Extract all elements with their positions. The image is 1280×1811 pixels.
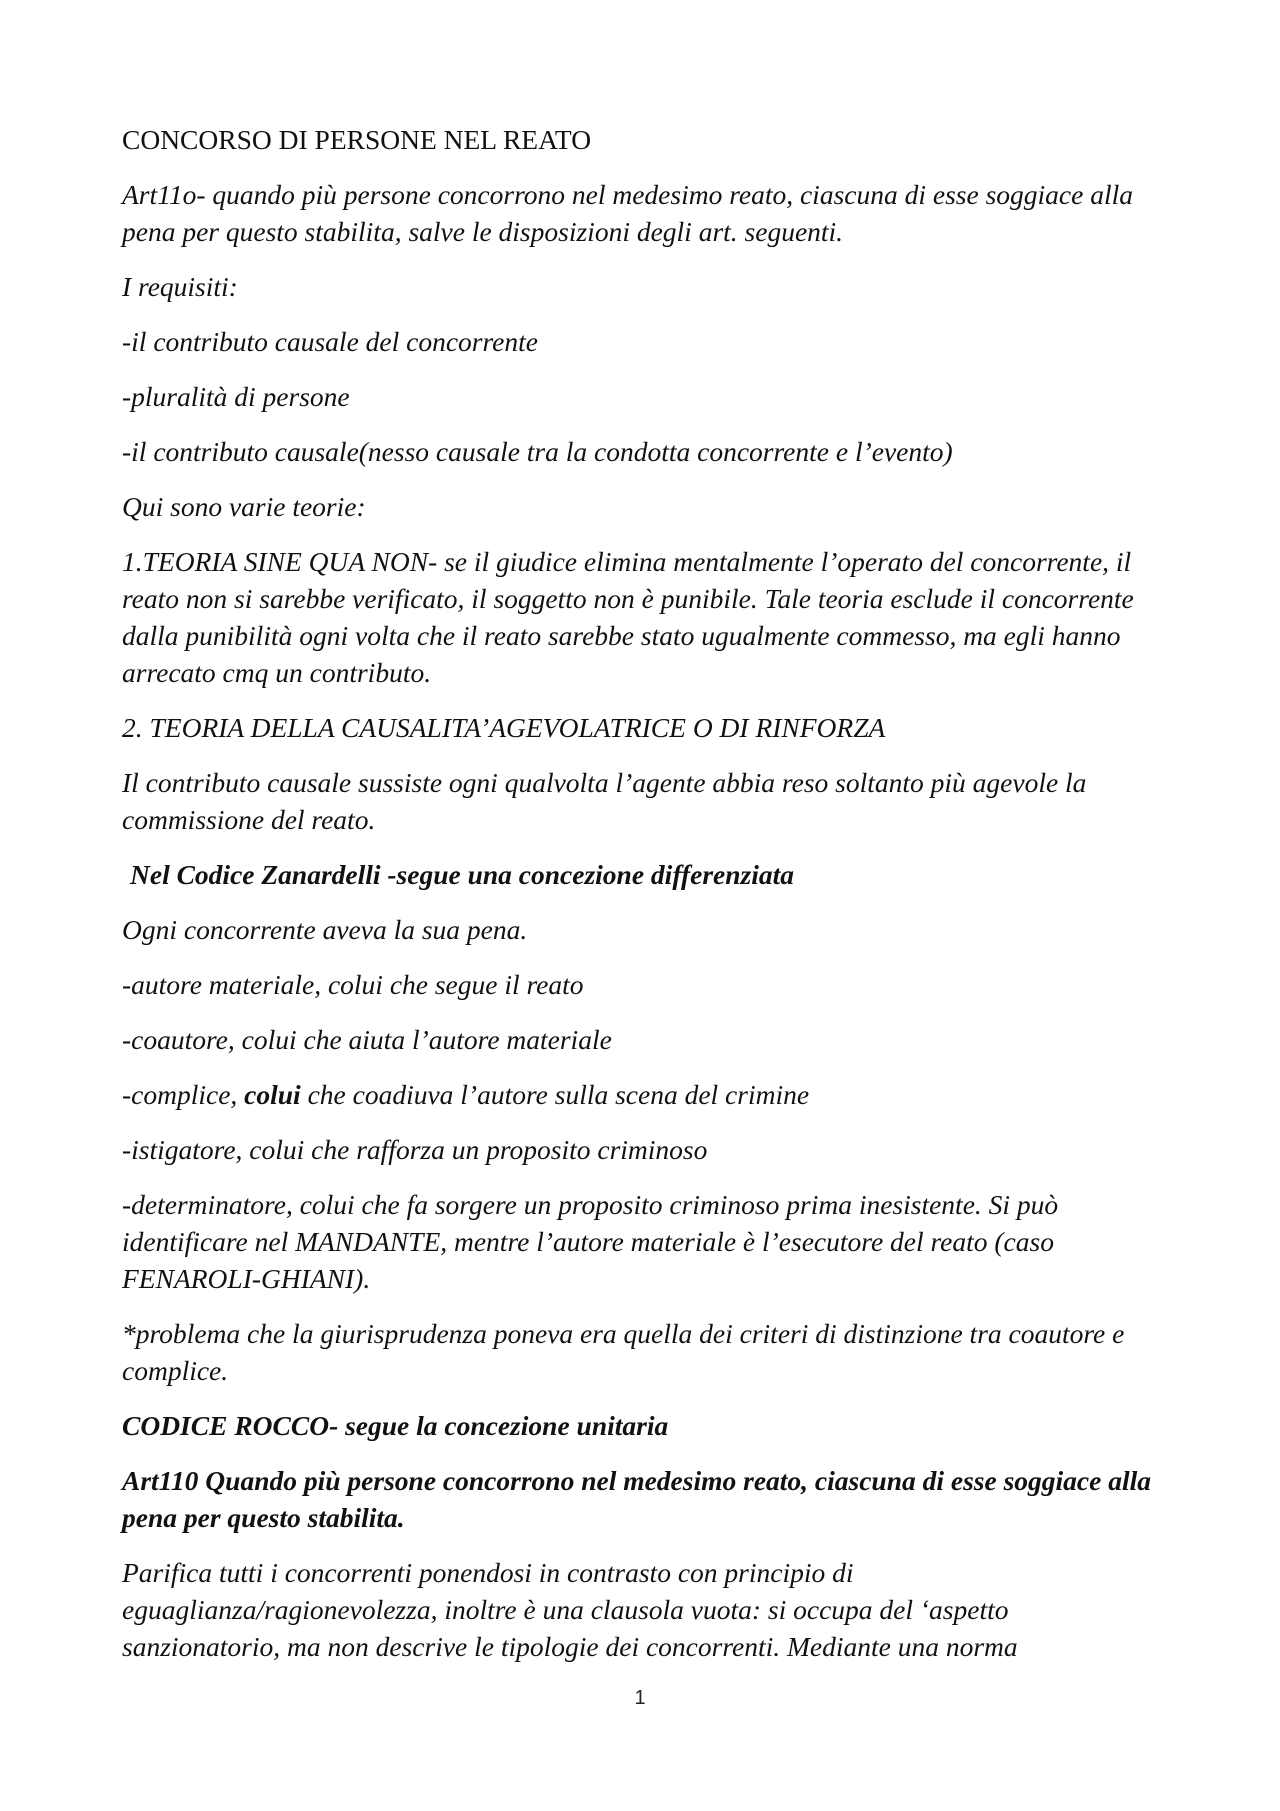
section-heading-zanardelli: Nel Codice Zanardelli -segue una concezione differenziata: [130, 859, 795, 890]
page-number: 1: [634, 1687, 646, 1709]
requisito-item: -il contributo causale del concorrente: [122, 326, 538, 357]
requisito-item: -pluralità di persone: [122, 381, 350, 412]
list-item-istigatore: -istigatore, colui che rafforza un proposito criminoso: [122, 1134, 708, 1165]
paragraph-art110-bold: Art110 Quando più persone concorrono nel medesimo reato, ciascuna di esse soggiace alla pena per questo stabilita.: [122, 1465, 1151, 1533]
requisiti-label: I requisiti:: [122, 271, 238, 302]
complice-suffix: che coadiuva l’autore sulla scena del crimine: [300, 1079, 810, 1110]
document-body: [122, 121, 1167, 1683]
complice-bold-word: colui: [244, 1079, 301, 1110]
list-item-coautore: -coautore, colui che aiuta l’autore materiale: [122, 1024, 612, 1055]
list-item-autore: -autore materiale, colui che segue il reato: [122, 969, 584, 1000]
complice-prefix: -complice,: [122, 1079, 245, 1110]
requisito-item: -il contributo causale(nesso causale tra la condotta concorrente e l’evento): [122, 436, 953, 467]
paragraph-parifica: Parifica tutti i concorrenti ponendosi in contrasto con principio di eguaglianza/ragionevolezza, inoltre è una clausola vuota: si occupa del ‘aspetto sanzionatorio, ma non descrive le tipologie dei concorrenti. Mediante una norma: [122, 1557, 1018, 1662]
paragraph-problema: *problema che la giurisprudenza poneva era quella dei criteri di distinzione tra coautore e complice.: [122, 1318, 1125, 1386]
list-item-determinatore: -determinatore, colui che fa sorgere un proposito criminoso prima inesistente. Si può identificare nel MANDANTE, mentre l’autore materiale è l’esecutore del reato (caso FENAROLI-GHIANI).: [122, 1189, 1059, 1294]
paragraph-ogni-concorrente: Ogni concorrente aveva la sua pena.: [122, 914, 528, 945]
document-title: CONCORSO DI PERSONE NEL REATO: [122, 124, 592, 155]
list-item-complice: [122, 1076, 1167, 1113]
teoria-causalita-title: 2. TEORIA DELLA CAUSALITA’AGEVOLATRICE O DI RINFORZA: [122, 712, 886, 743]
teorie-label: Qui sono varie teorie:: [122, 491, 366, 522]
section-heading-rocco: CODICE ROCCO- segue la concezione unitaria: [122, 1410, 669, 1441]
paragraph-art110-intro: Art11o- quando più persone concorrono nel medesimo reato, ciascuna di esse soggiace alla pena per questo stabilita, salve le disposizioni degli art. seguenti.: [122, 179, 1133, 247]
paragraph-teoria-sine-qua-non: 1.TEORIA SINE QUA NON- se il giudice elimina mentalmente l’operato del concorrente, il reato non si sarebbe verificato, il soggetto non è punibile. Tale teoria esclude il concorrente dalla punibilità ogni volta che il reato sarebbe stato ugualmente commesso, ma egli hanno arrecato cmq un contributo.: [122, 546, 1134, 688]
paragraph-teoria-causalita: Il contributo causale sussiste ogni qualvolta l’agente abbia reso soltanto più agevole la commissione del reato.: [122, 767, 1087, 835]
